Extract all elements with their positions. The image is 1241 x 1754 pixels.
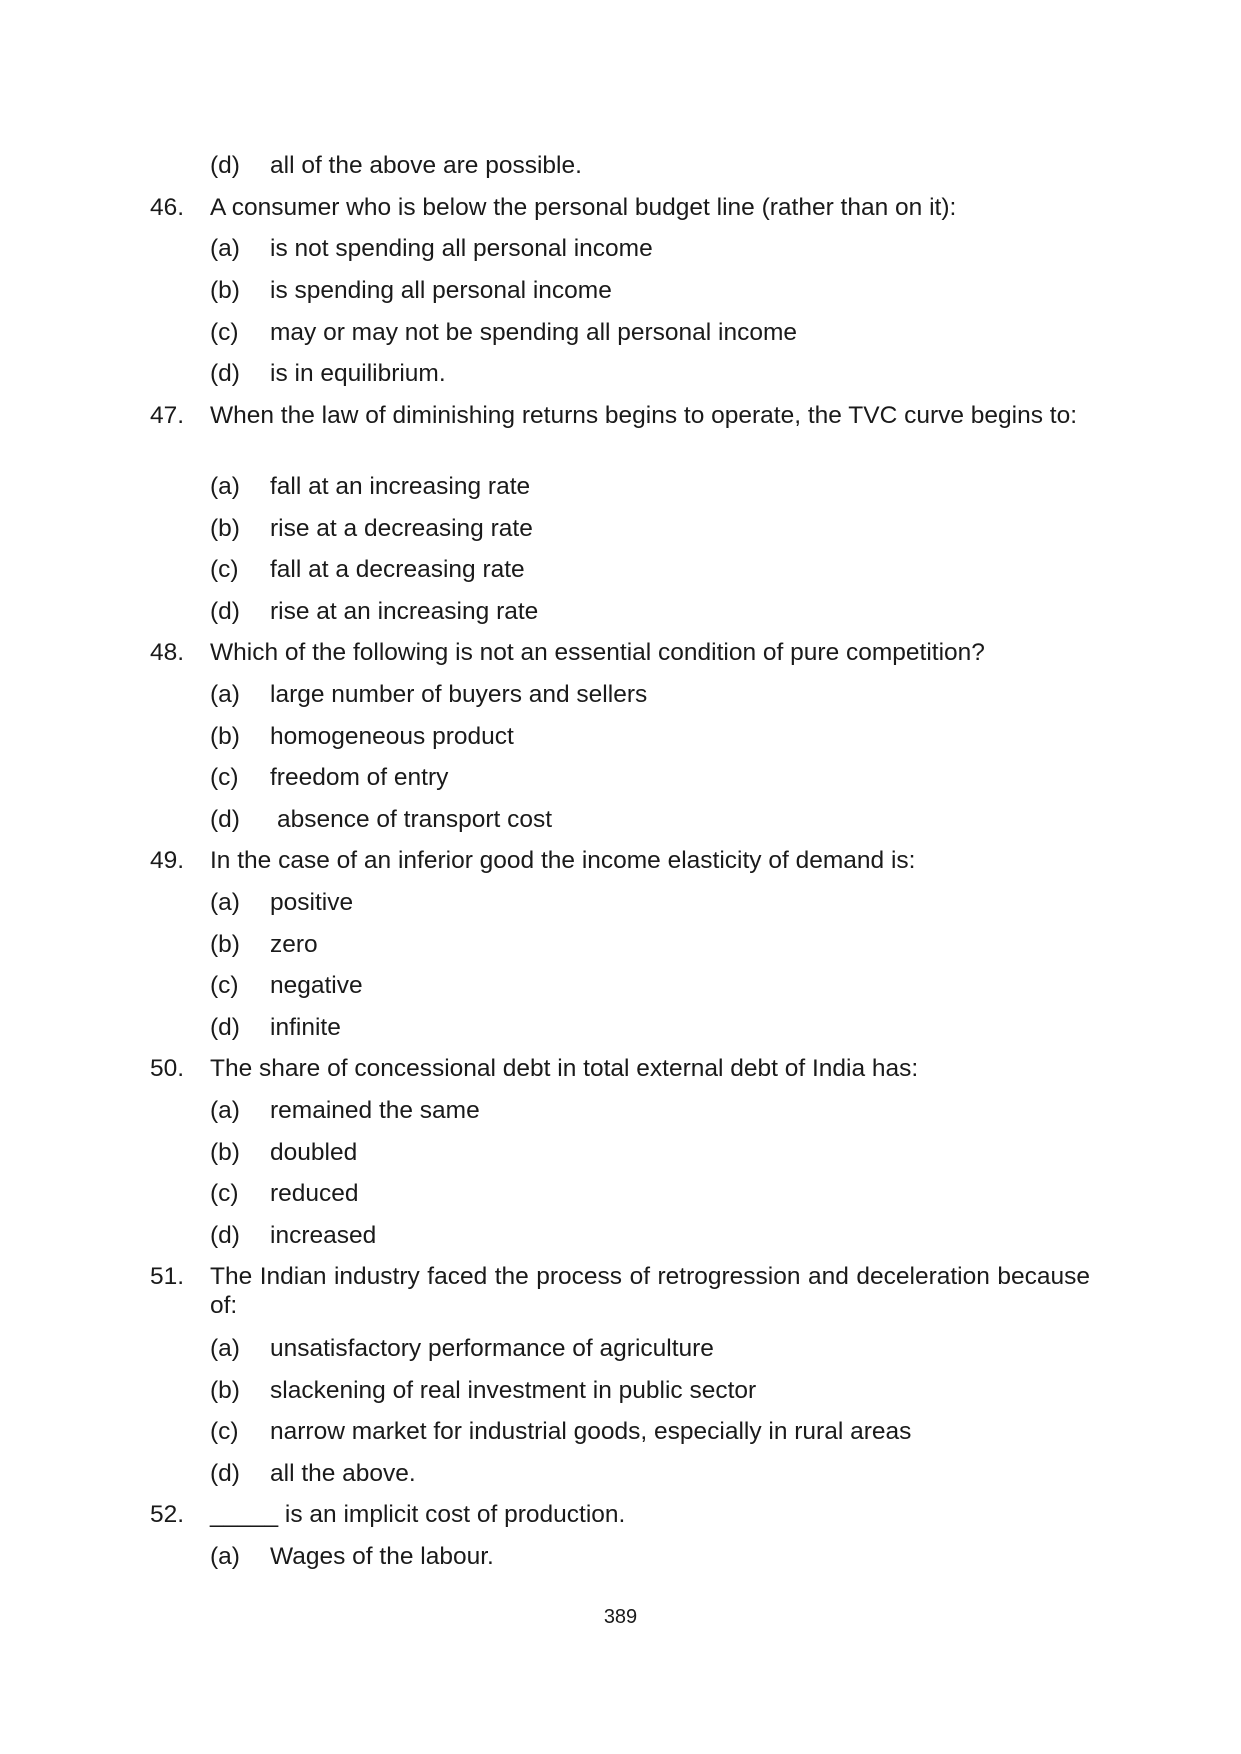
option-text: is not spending all personal income — [270, 235, 653, 262]
option-text: increased — [270, 1222, 377, 1249]
option-text: rise at a decreasing rate — [270, 515, 533, 542]
option-label: (b) — [210, 277, 240, 304]
option-text: slackening of real investment in public sector — [270, 1377, 757, 1404]
option-text: doubled — [270, 1139, 358, 1166]
option-label: (a) — [210, 1543, 240, 1570]
question-number: 51. — [150, 1263, 185, 1290]
option-text: negative — [270, 972, 363, 999]
option-text: all of the above are possible. — [270, 152, 582, 179]
option-text: fall at a decreasing rate — [270, 556, 525, 583]
option-text: absence of transport cost — [277, 806, 553, 833]
option-label: (d) — [210, 598, 240, 625]
question-text: _____ is an implicit cost of production. — [210, 1501, 626, 1528]
option-label: (a) — [210, 681, 240, 708]
option-text: infinite — [270, 1014, 341, 1041]
option-label: (d) — [210, 1460, 240, 1487]
option-label: (b) — [210, 723, 240, 750]
question-number: 47. — [150, 402, 185, 429]
option-label: (a) — [210, 235, 240, 262]
option-text: narrow market for industrial goods, especially in rural areas — [270, 1418, 912, 1445]
option-text: positive — [270, 889, 354, 916]
option-text: remained the same — [270, 1097, 480, 1124]
option-label: (d) — [210, 1014, 240, 1041]
option-text: reduced — [270, 1180, 359, 1207]
option-label: (c) — [210, 319, 239, 346]
option-text: rise at an increasing rate — [270, 598, 539, 625]
page-number: 389 — [603, 1606, 638, 1628]
option-text: is spending all personal income — [270, 277, 612, 304]
option-label: (a) — [210, 889, 240, 916]
option-label: (b) — [210, 515, 240, 542]
question-number: 52. — [150, 1501, 185, 1528]
question-text: Which of the following is not an essential condition of pure competition? — [210, 639, 985, 666]
question-text: When the law of diminishing returns begins to operate, the TVC curve begins to: — [210, 402, 1078, 429]
question-number: 46. — [150, 194, 185, 221]
question-text: A consumer who is below the personal budget line (rather than on it): — [210, 194, 957, 221]
option-label: (c) — [210, 1180, 239, 1207]
question-text: The Indian industry faced the process of retrogression and deceleration because of: — [210, 1263, 1090, 1319]
question-number: 48. — [150, 639, 185, 666]
option-text: zero — [270, 931, 318, 958]
option-text: homogeneous product — [270, 723, 514, 750]
option-text: large number of buyers and sellers — [270, 681, 648, 708]
option-label: (c) — [210, 764, 239, 791]
option-label: (d) — [210, 360, 240, 387]
option-label: (b) — [210, 1139, 240, 1166]
option-label: (a) — [210, 473, 240, 500]
option-text: Wages of the labour. — [270, 1543, 494, 1570]
question-text: The share of concessional debt in total external debt of India has: — [210, 1055, 919, 1082]
option-label: (a) — [210, 1097, 240, 1124]
option-text: is in equilibrium. — [270, 360, 446, 387]
question-number: 49. — [150, 847, 185, 874]
option-label: (b) — [210, 1377, 240, 1404]
option-label: (c) — [210, 972, 239, 999]
option-label: (d) — [210, 1222, 240, 1249]
option-label: (c) — [210, 1418, 239, 1445]
option-label: (d) — [210, 806, 240, 833]
option-text: all the above. — [270, 1460, 416, 1487]
question-number: 50. — [150, 1055, 185, 1082]
option-label: (b) — [210, 931, 240, 958]
option-label: (a) — [210, 1335, 240, 1362]
option-text: unsatisfactory performance of agriculture — [270, 1335, 714, 1362]
option-label: (d) — [210, 152, 240, 179]
option-text: freedom of entry — [270, 764, 449, 791]
option-text: fall at an increasing rate — [270, 473, 531, 500]
option-label: (c) — [210, 556, 239, 583]
option-text: may or may not be spending all personal income — [270, 319, 798, 346]
question-text: In the case of an inferior good the income elasticity of demand is: — [210, 847, 916, 874]
